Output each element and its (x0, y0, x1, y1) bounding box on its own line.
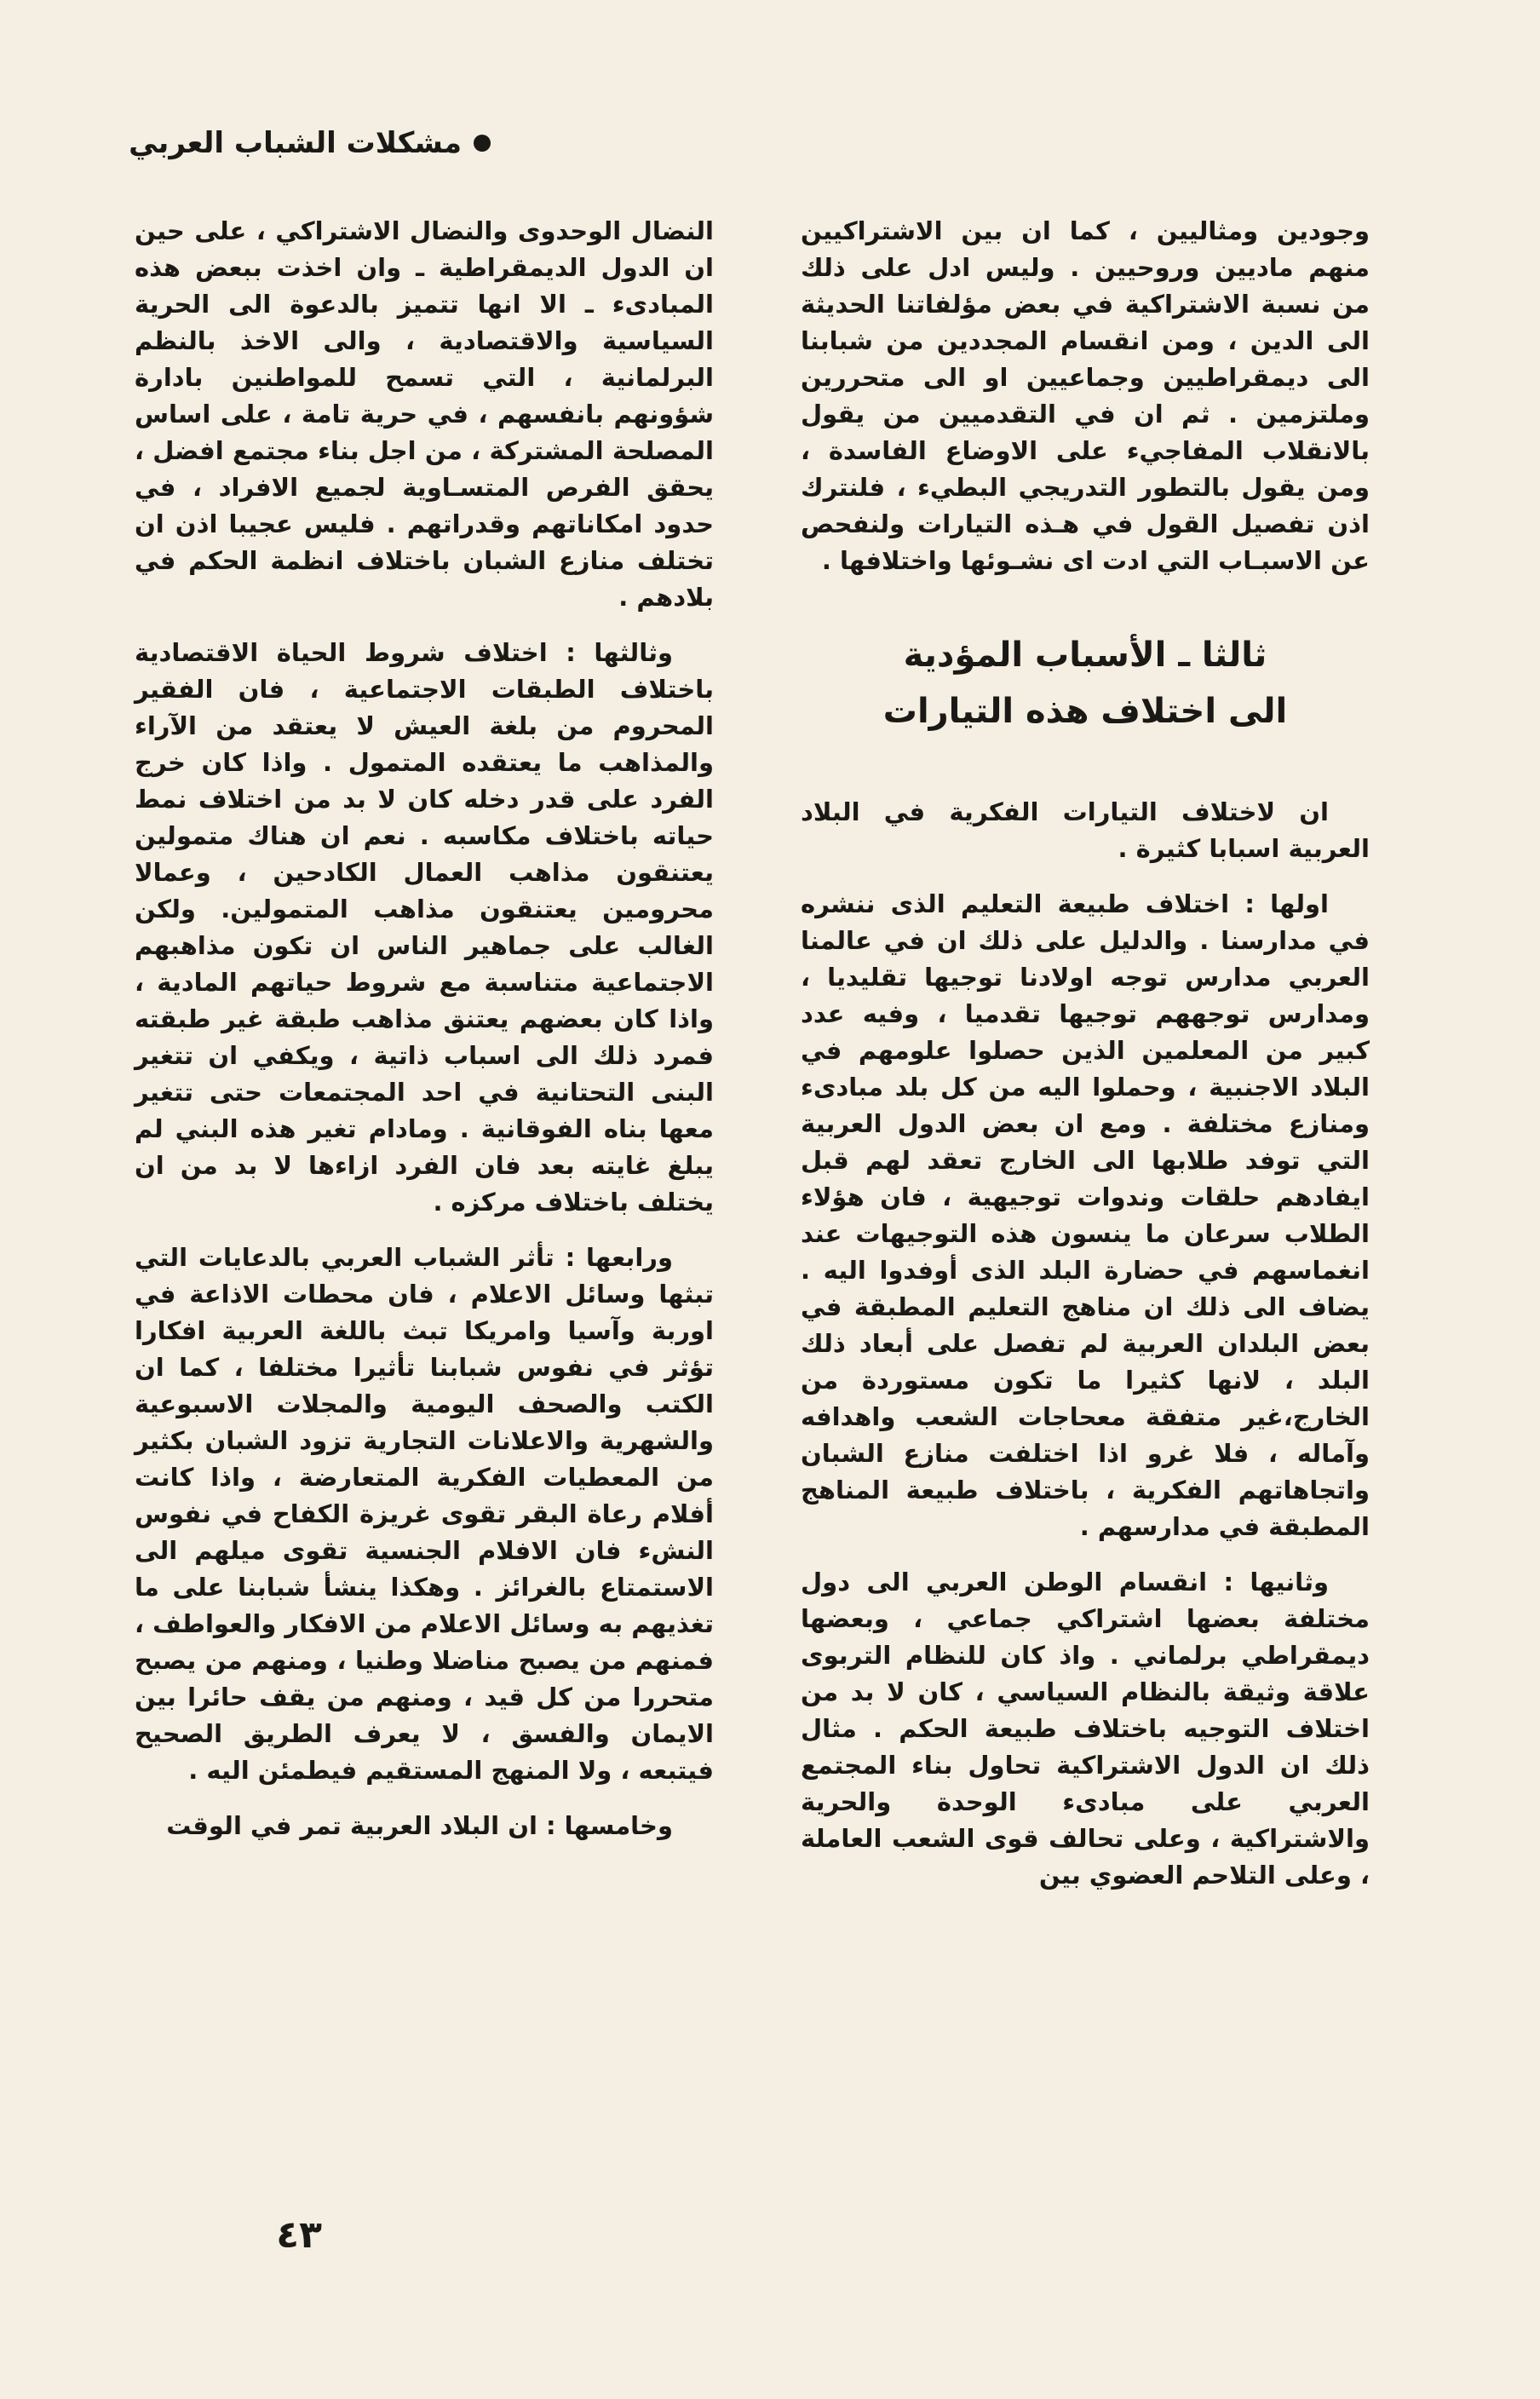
bullet-icon (474, 135, 491, 152)
paragraph-second-reason: وثانيها : انقسام الوطن العربي الى دول مختلفة بعضها اشتراكي جماعي ، وبعضها ديمقراطي برلماني . واذ كان للنظام التربوى علاقة وثيقة بالنظام السياسي ، كان لا بد من اختلاف التوجيه باختلاف طبيعة الحكم . مثال ذلك ان الدول الاشتراكية تحاول بناء المجتمع العربي على مبادىء الوحدة والحرية والاشتراكية ، وعلى تحالف قوى الشعب العاملة ، وعلى التلاحم العضوي بين (801, 1568, 1370, 1890)
left-column (135, 213, 714, 1863)
section-heading-line-2: الى اختلاف هذه التيارات (882, 692, 1288, 731)
paragraph-first-reason: اولها : اختلاف طبيعة التعليم الذى ننشره في مدارسنا . والدليل على ذلك ان في عالمنا العربي مدارس توجه اولادنا توجيها تقليديا ، ومدارس توجههم توجيها تقدميا ، وفيه عدد كبير من المعلمين الذين حصلوا علومهم في البلاد الاجنبية ، وحملوا اليه من كل بلد مبادىء ومنازع مختلفة . ومع ان بعض الدول العربية التي توفد طلابها الى الخارج تعقد لهم قبل ايفادهم حلقات وندوات توجيهية ، فان هؤلاء الطلاب سرعان ما ينسون هذه التوجيهات عند انغماسهم في حضارة البلد الذى أوفدوا اليه . يضاف الى ذلك ان مناهج التعليم المطبقة في بعض البلدان العربية لم تفصل على أبعاد ذلك البلد ، لانها كثيرا ما تكون مستوردة من الخارج،غير متفقة معحاجات الشعب واهدافه وآماله ، فلا غرو اذا اختلفت منازع الشبان واتجاهاتهم الفكرية ، باختلاف طبيعة المناهج المطبقة في مدارسهم . (801, 889, 1370, 1541)
running-header (129, 126, 491, 160)
page-number: ٤٣ (276, 2213, 322, 2257)
paragraph-fourth-reason: ورابعها : تأثر الشباب العربي بالدعايات التي تبثها وسائل الاعلام ، فان محطات الاذاعة في اوربة وآسيا وامريكا تبث باللغة العربية افكارا تؤثر في نفوس شبابنا تأثيرا مختلفا ، كما ان الكتب والصحف اليومية والمجلات الاسبوعية والشهرية والاعلانات التجارية تزود الشبان بكثير من المعطيات الفكرية المتعارضة ، واذا كانت أفلام رعاة البقر تقوى غريزة الكفاح في نفوس النشء فان الافلام الجنسية تقوى ميلهم الى الاستمتاع بالغرائز . وهكذا ينشأ شبابنا على ما تغذيهم به وسائل الاعلام من الافكار والعواطف ، فمنهم من يصبح مناضلا وطنيا ، ومنهم من يصبح متحررا من كل قيد ، ومنهم من يقف حائرا بين الايمان والفسق ، لا يعرف الطريق الصحيح فيتبعه ، ولا المنهج المستقيم فيطمئن اليه . (135, 1243, 714, 1785)
paragraph-opening: وجودين ومثاليين ، كما ان بين الاشتراكيين منهم ماديين وروحيين . وليس ادل على ذلك من نسبة الاشتراكية في بعض مؤلفاتنا الحديثة الى الدين ، ومن انقسام المجددين من شبابنا الى ديمقراطيين وجماعيين او الى متحررين وملتزمين . ثم ان في التقدميين من يقول بالانقلاب المفاجيء على الاوضاع الفاسدة ، ومن يقول بالتطور التدريجي البطيء ، فلنترك اذن تفصيل القول في هـذه التيارات ولنفحص عن الاسبـاب التي ادت ا‌ى نشـوئها واختلافها . (801, 216, 1370, 575)
paragraph-continuation: النضال الوحدوى والنضال الاشتراكي ، على حين ان الدول الديمقراطية ـ وان اخذت ببعض هذه المبادىء ـ الا انها تتميز بالدعوة الى الحرية السياسية والاقتصادية ، والى الاخذ بالنظم البرلمانية ، التي تسمح للمواطنين بادارة شؤونهم بانفسهم ، في حرية تامة ، على اساس المصلحة المشتركة ، من اجل بناء مجتمع افضل ، يحقق الفرص المتسـاوية لجميع الافراد ، في حدود امكاناتهم وقدراتهم . فليس عجيبا اذن ان تختلف منازع الشبان باختلاف انظمة الحكم في بلادهم . (135, 216, 714, 612)
paragraph-intro: ان لاختلاف التيارات الفكرية في البلاد العربية اسبابا كثيرة . (801, 797, 1370, 863)
section-heading-line-1: ثالثا ـ الأسباب المؤدية (903, 636, 1267, 675)
running-title: مشكلات الشباب العربي (129, 126, 462, 160)
section-heading (801, 627, 1370, 739)
right-column (801, 213, 1370, 1913)
paragraph-third-reason: وثالثها : اختلاف شروط الحياة الاقتصادية باختلاف الطبقات الاجتماعية ، فان الفقير المحروم من بلغة العيش لا يعتقد من الآراء والمذاهب ما يعتقده المتمول . واذا كان خرج الفرد على قدر دخله كان لا بد من اختلاف نمط حياته باختلاف مكاسبه . نعم ان هناك متمولين يعتنقون مذاهب العمال الكادحين ، وعمالا محرومين يعتنقون مذاهب المتمولين. ولكن الغالب على جماهير الناس ان تكون مذاهبهم الاجتماعية متناسبة مع شروط حياتهم المادية ، واذا كان بعضهم يعتنق مذاهب طبقة غير طبقته فمرد ذلك الى اسباب ذاتية ، ويكفي ان تتغير البنى التحتانية في احد المجتمعات حتى تتغير معها بناه الفوقانية . ومادام تغير هذه البني لم يبلغ غايته بعد فان الفرد ازاءها لا بد من ان يختلف باختلاف مركزه . (135, 638, 714, 1217)
paragraph-fifth-reason: وخامسها : ان البلاد العربية تمر في الوقت (166, 1811, 673, 1840)
